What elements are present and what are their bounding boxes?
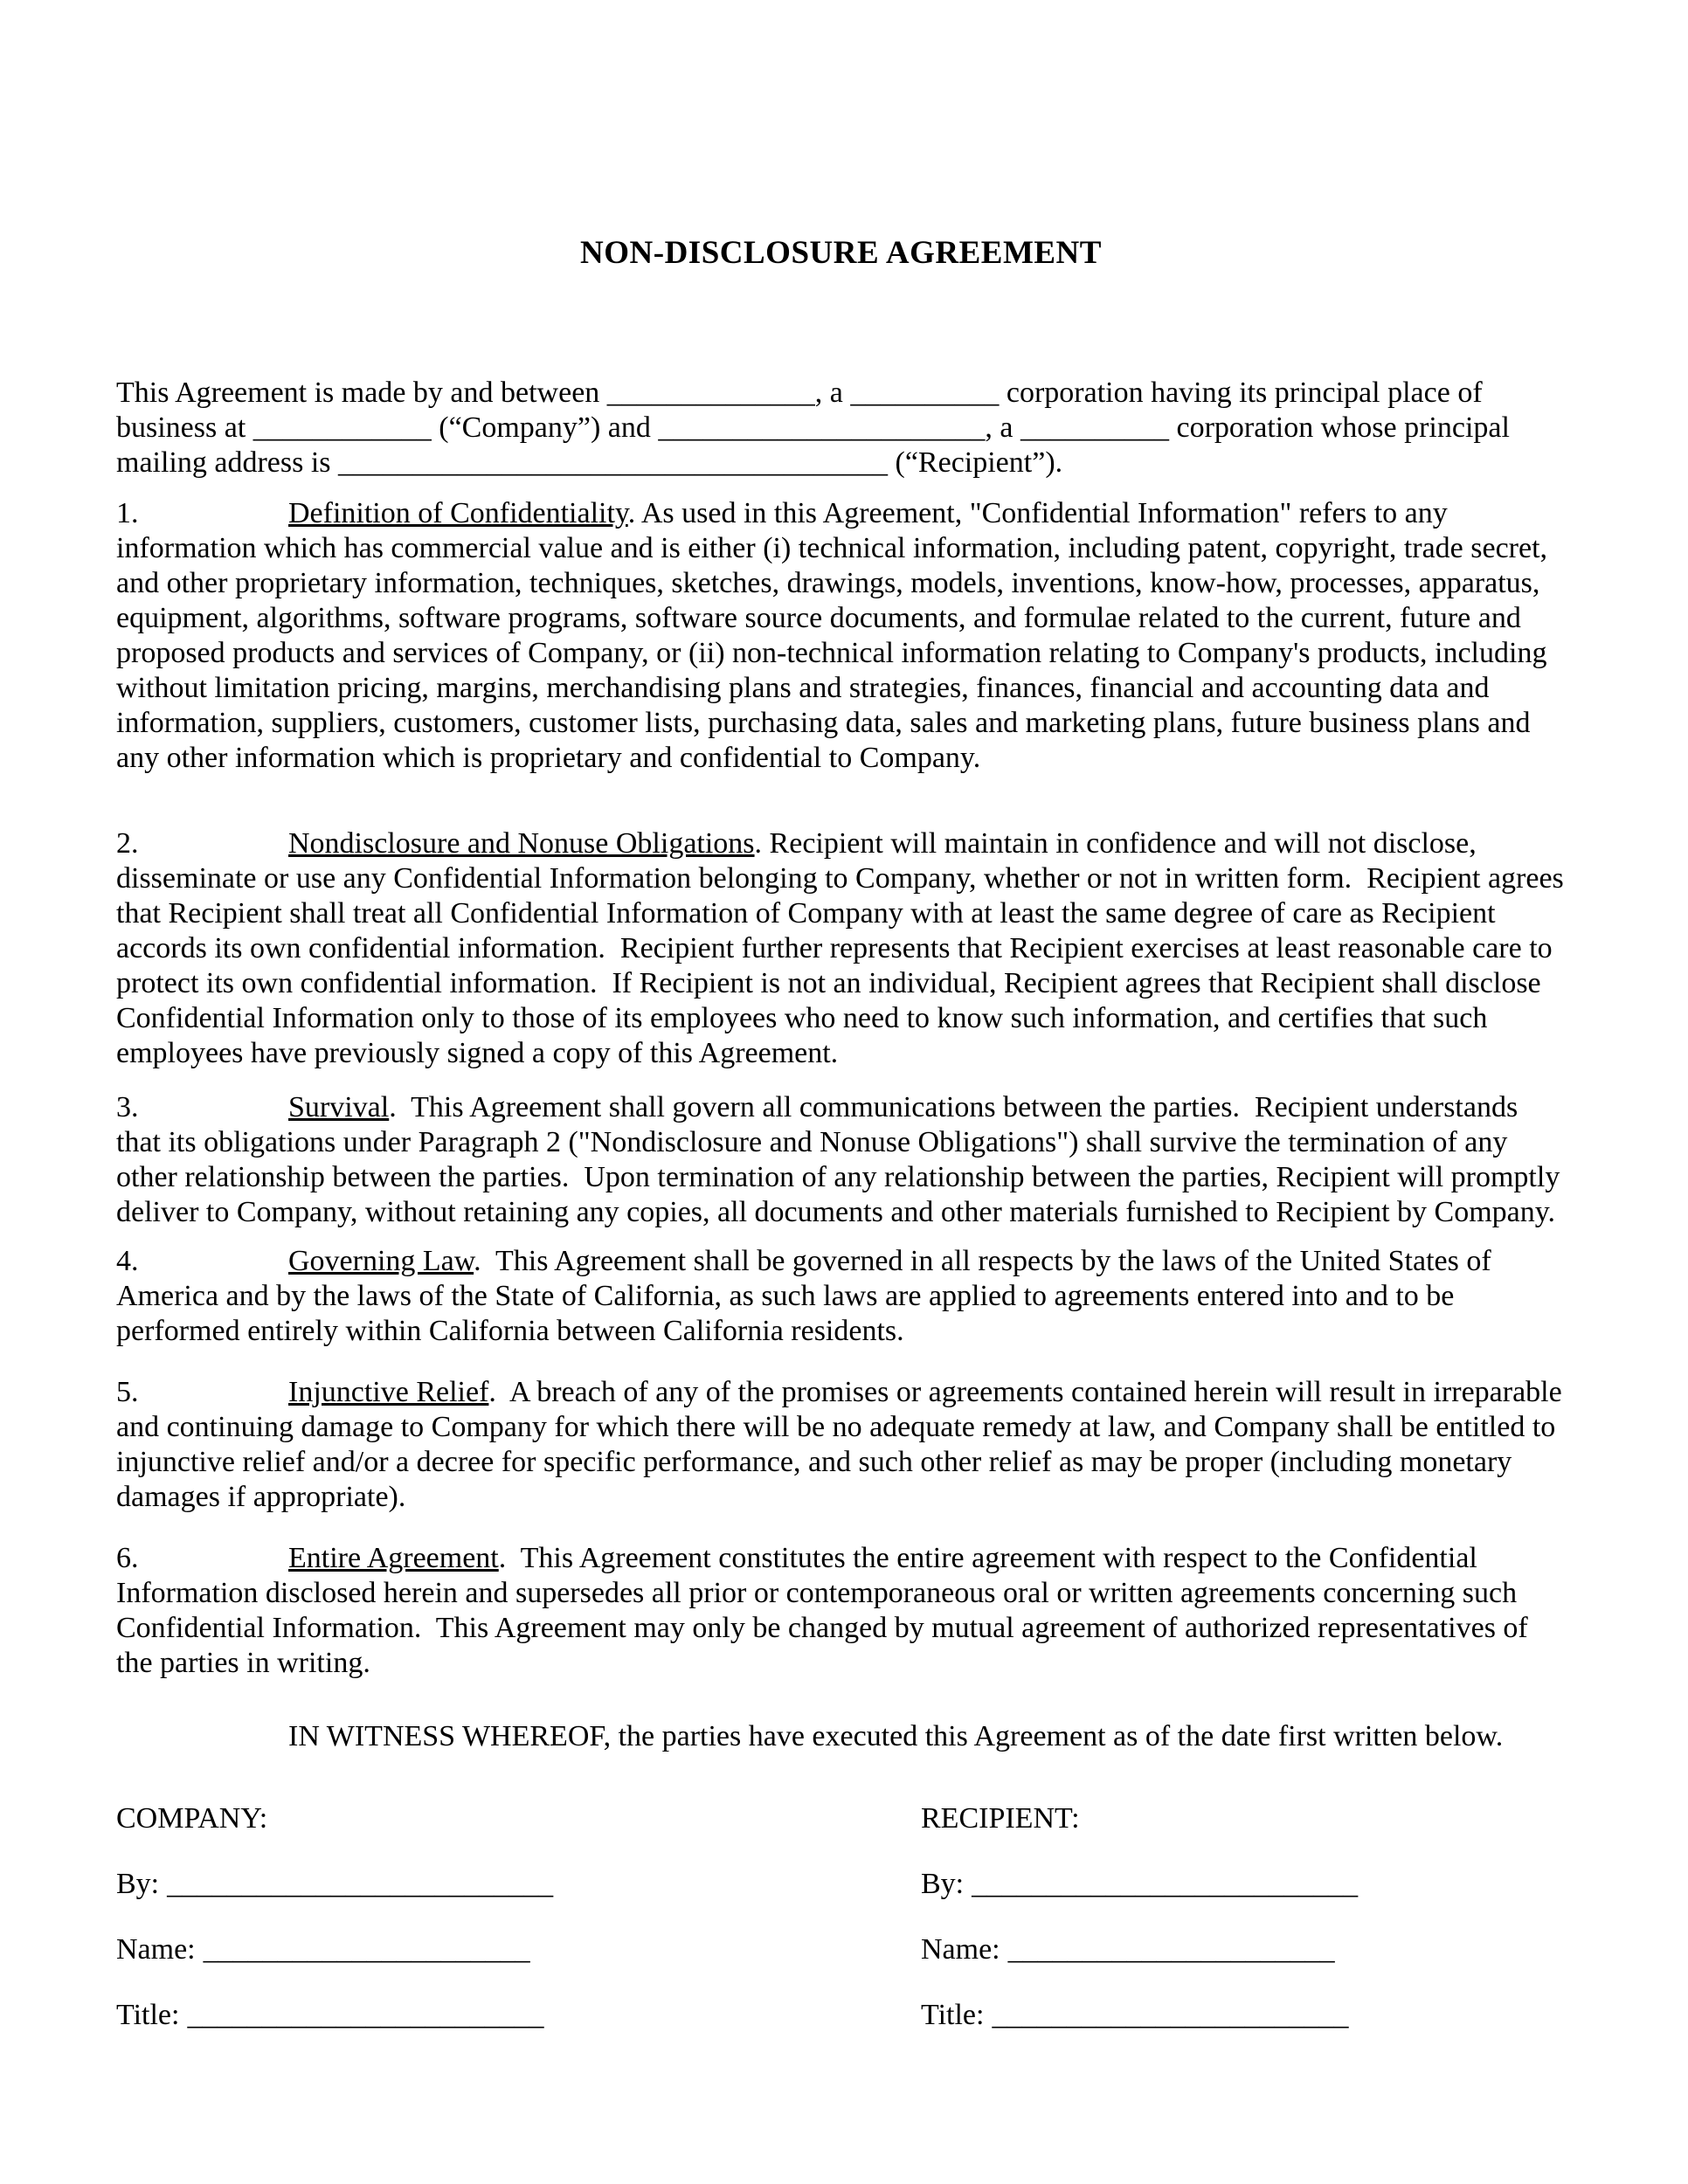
company-title-row [116, 1998, 921, 2033]
section-number: 2. [116, 827, 139, 860]
name-label: Name: [921, 1933, 1000, 1966]
section-definition-of-confidentiality [116, 496, 1566, 776]
recipient-by-blank: __________________________ [972, 1868, 1359, 1900]
section-heading: Injunctive Relief [288, 1376, 489, 1408]
section-body: . Recipient will maintain in confidence and will not disclose, disseminate or use any Confidential Information belonging to Company, whether or not in written form. Recipient agrees that Recipient shall treat all Confidential Information of Company with at least the same degree of care as Recipient accords its own confidential information. Recipient further represents that Recipient exercises at least reasonable care to protect its own confidential information. If Recipient is not an individual, Recipient agrees that Recipient shall disclose Confidential Information only to those of its employees who need to know such information, and certifies that such employees have previously signed a copy of this Agreement. [116, 827, 1572, 1069]
recipient-title-row [921, 1998, 1566, 2033]
section-number: 5. [116, 1376, 139, 1408]
title-label: Title: [116, 1999, 180, 2031]
section-number: 1. [116, 497, 139, 529]
document-title: NON-DISCLOSURE AGREEMENT [580, 235, 1102, 271]
company-title-blank: ________________________ [187, 1999, 544, 2031]
section-body: . This Agreement shall govern all communications between the parties. Recipient understands that its obligations under Paragraph 2 ("Nondisclosure and Nonuse Obligations") shall survive the termination of any other relationship between the parties. Upon termination of any relationship between the parties, Recipient will promptly deliver to Company, without retaining any copies, all documents and other materials furnished to Recipient by Company. [116, 1091, 1567, 1228]
company-name-row [116, 1932, 921, 1967]
recipient-name-row [921, 1932, 1566, 1967]
section-heading: Entire Agreement [288, 1542, 499, 1574]
intro-paragraph: This Agreement is made by and between ______________, a __________ corporation having its principal place of business at ____________ (“Company”) and ______________________, a __________ corporation whose principal mailing address is _____________________________________ (“Recipient”). [116, 377, 1518, 479]
by-label: By: [116, 1868, 160, 1900]
section-body: . A breach of any of the promises or agreements contained herein will result in irreparable and continuing damage to Company for which there will be no adequate remedy at law, and Company shall be entitled to injunctive relief and/or a decree for specific performance, and such other relief as may be proper (including monetary damages if appropriate). [116, 1376, 1570, 1513]
section-number: 6. [116, 1542, 139, 1574]
recipient-by-row [921, 1867, 1566, 1902]
section-body: . This Agreement shall be governed in all respects by the laws of the United States of America and by the laws of the State of California, as such laws are applied to agreements entered into and to be performed entirely within California between California residents. [116, 1245, 1498, 1347]
company-signature-column [116, 1801, 921, 2033]
title-label: Title: [921, 1999, 985, 2031]
company-header: COMPANY: [116, 1802, 268, 1835]
company-name-blank: ______________________ [203, 1933, 530, 1966]
section-entire-agreement [116, 1541, 1566, 1681]
section-nondisclosure-and-nonuse-obligations [116, 826, 1572, 1071]
section-governing-law [116, 1244, 1566, 1349]
by-label: By: [921, 1868, 965, 1900]
signature-block [116, 1801, 1566, 2033]
company-by-blank: __________________________ [167, 1868, 554, 1900]
section-body: . As used in this Agreement, "Confidential Information" refers to any information which has commercial value and is either (i) technical information, including patent, copyright, trade secret, and other proprietary information, techniques, sketches, drawings, models, inventions, know-how, processes, apparatus, equipment, algorithms, software programs, software source documents, and formulae related to the current, future and proposed products and services of Company, or (ii) non-technical information relating to Company's products, including without limitation pricing, margins, merchandising plans and strategies, finances, financial and accounting data and information, suppliers, customers, customer lists, purchasing data, sales and marketing plans, future business plans and any other information which is proprietary and confidential to Company. [116, 497, 1555, 774]
section-injunctive-relief [116, 1375, 1570, 1515]
recipient-name-blank: ______________________ [1007, 1933, 1335, 1966]
section-heading: Nondisclosure and Nonuse Obligations [288, 827, 755, 860]
section-number: 3. [116, 1091, 139, 1123]
section-heading: Definition of Confidentiality [288, 497, 628, 529]
name-label: Name: [116, 1933, 196, 1966]
recipient-signature-column [921, 1801, 1566, 2033]
recipient-header: RECIPIENT: [921, 1802, 1080, 1835]
company-by-row [116, 1867, 921, 1902]
section-survival [116, 1090, 1566, 1230]
section-number: 4. [116, 1245, 139, 1277]
witness-clause: IN WITNESS WHEREOF, the parties have executed this Agreement as of the date first written below. [288, 1720, 1504, 1752]
section-heading: Survival [288, 1091, 390, 1123]
section-body: . This Agreement constitutes the entire agreement with respect to the Confidential Information disclosed herein and supersedes all prior or contemporaneous oral or written agreements concerning such Confidential Information. This Agreement may only be changed by mutual agreement of authorized representatives of the parties in writing. [116, 1542, 1536, 1679]
recipient-title-blank: ________________________ [992, 1999, 1349, 2031]
section-heading: Governing Law [288, 1245, 474, 1277]
